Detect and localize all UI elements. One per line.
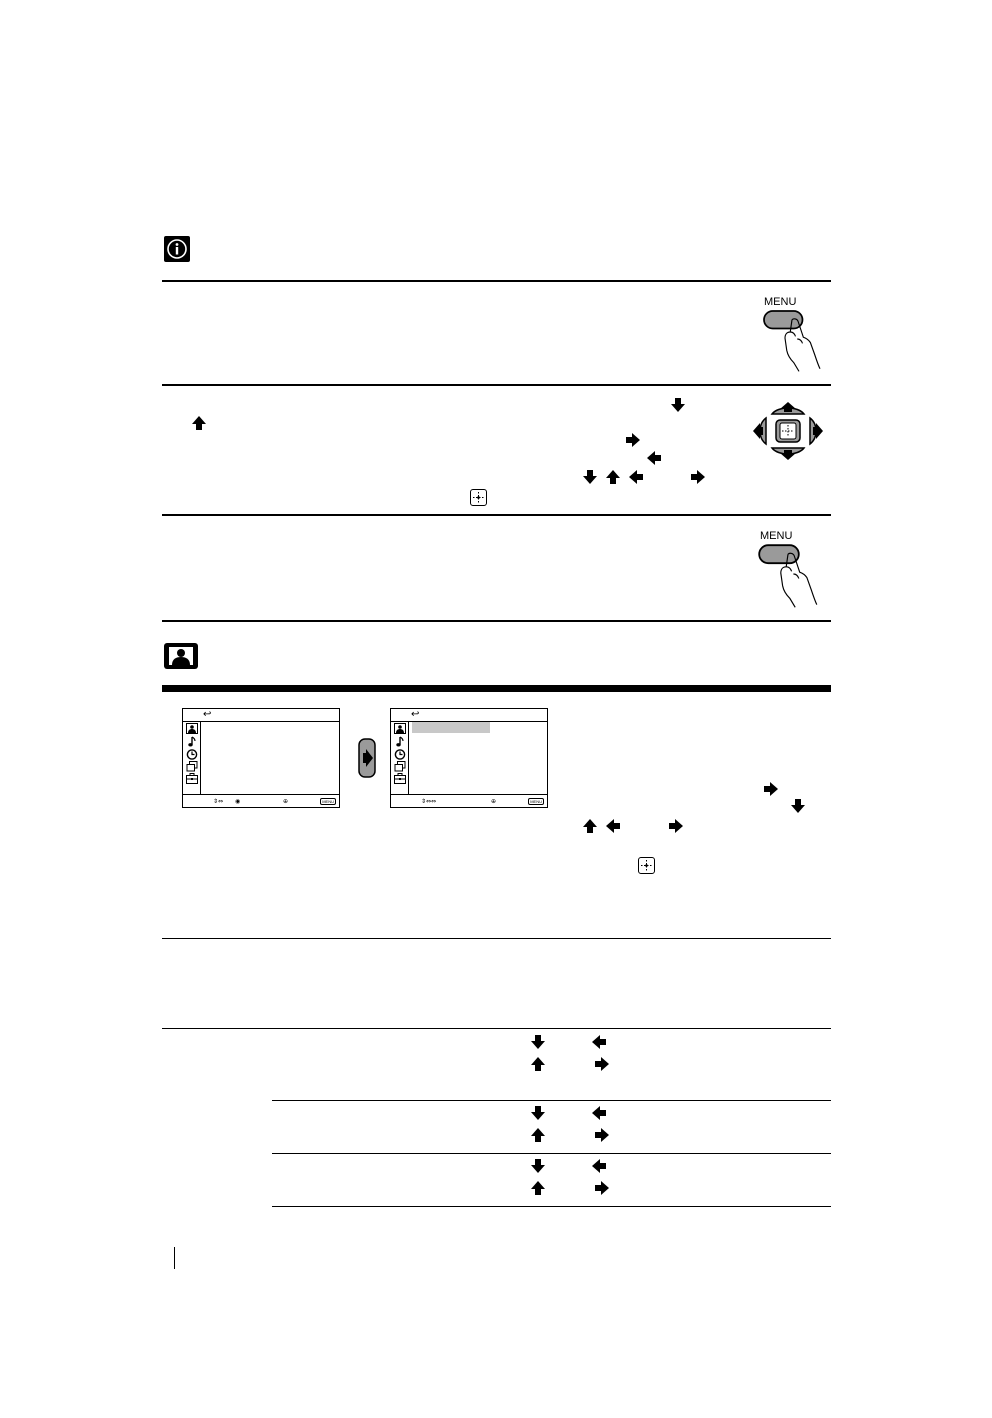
arrow-down-icon bbox=[670, 397, 686, 413]
footer-nav-hint: ⇕⇔⇔ bbox=[421, 798, 437, 805]
arrow-down-icon bbox=[582, 469, 598, 485]
menu-button-label: MENU bbox=[760, 530, 793, 542]
return-icon: ↩ bbox=[203, 709, 212, 720]
arrow-up-icon bbox=[530, 1180, 546, 1196]
arrow-up-icon bbox=[582, 818, 598, 834]
timer-icon bbox=[394, 749, 406, 760]
divider bbox=[162, 280, 831, 282]
picture-icon bbox=[186, 723, 198, 734]
osd-picture-screen bbox=[390, 708, 548, 808]
sound-icon bbox=[394, 736, 406, 747]
arrow-right-icon bbox=[594, 1180, 610, 1196]
arrow-down-icon bbox=[530, 1105, 546, 1121]
picture-icon bbox=[394, 723, 406, 734]
arrow-left-icon bbox=[591, 1034, 607, 1050]
divider bbox=[162, 1028, 831, 1029]
dpad-up-button bbox=[772, 402, 804, 414]
ok-button-icon bbox=[470, 489, 487, 506]
arrow-right-icon bbox=[594, 1127, 610, 1143]
menu-button-label: MENU bbox=[764, 296, 797, 308]
setup-icon bbox=[186, 773, 198, 784]
arrow-down-icon bbox=[790, 798, 806, 814]
arrow-up-icon bbox=[605, 469, 621, 485]
remote-dpad bbox=[748, 398, 828, 464]
picture-icon bbox=[163, 642, 199, 670]
arrow-right-icon bbox=[668, 818, 684, 834]
footer-ok-hint: ◉ bbox=[235, 798, 241, 805]
sound-icon bbox=[186, 736, 198, 747]
arrow-down-icon bbox=[530, 1158, 546, 1174]
dpad-down-button bbox=[772, 448, 804, 460]
arrow-left-icon bbox=[591, 1158, 607, 1174]
dpad-right-button bbox=[810, 418, 823, 444]
section-bar bbox=[162, 685, 831, 692]
divider bbox=[162, 384, 831, 386]
ok-button-icon bbox=[638, 857, 655, 874]
arrow-up-icon bbox=[530, 1056, 546, 1072]
arrow-left-icon bbox=[646, 450, 662, 466]
highlight-bar bbox=[412, 722, 490, 733]
arrow-up-icon bbox=[530, 1127, 546, 1143]
footer-select-hint: ⊕ bbox=[283, 798, 289, 805]
divider bbox=[272, 1153, 831, 1154]
menu-tag: MENU bbox=[530, 799, 542, 804]
arrow-right-icon bbox=[358, 738, 376, 778]
preset-icon bbox=[186, 761, 198, 772]
menu-button-hand bbox=[752, 296, 832, 370]
arrow-up-icon bbox=[191, 415, 207, 431]
footer-select-hint: ⊕ bbox=[491, 798, 497, 805]
divider bbox=[272, 1100, 831, 1101]
arrow-right-icon bbox=[690, 469, 706, 485]
divider bbox=[162, 620, 831, 622]
info-icon bbox=[164, 236, 190, 262]
arrow-left-icon bbox=[605, 818, 621, 834]
setup-icon bbox=[394, 773, 406, 784]
page-margin-mark bbox=[174, 1247, 175, 1269]
hand-icon bbox=[748, 538, 828, 610]
preset-icon bbox=[394, 761, 406, 772]
arrow-left-icon bbox=[591, 1105, 607, 1121]
dpad-left-button bbox=[753, 418, 766, 444]
arrow-right-icon bbox=[594, 1056, 610, 1072]
hand-icon bbox=[752, 304, 832, 374]
timer-icon bbox=[186, 749, 198, 760]
divider bbox=[162, 938, 831, 939]
arrow-right-icon bbox=[763, 781, 779, 797]
footer-nav-hint: ⇕⇔ bbox=[213, 798, 224, 805]
return-icon: ↩ bbox=[411, 709, 420, 720]
arrow-down-icon bbox=[530, 1034, 546, 1050]
arrow-left-icon bbox=[628, 469, 644, 485]
divider bbox=[162, 514, 831, 516]
divider bbox=[272, 1206, 831, 1207]
menu-button-hand bbox=[752, 530, 832, 608]
arrow-right-icon bbox=[625, 432, 641, 448]
osd-menu-screen bbox=[182, 708, 340, 808]
menu-tag: MENU bbox=[322, 799, 334, 804]
